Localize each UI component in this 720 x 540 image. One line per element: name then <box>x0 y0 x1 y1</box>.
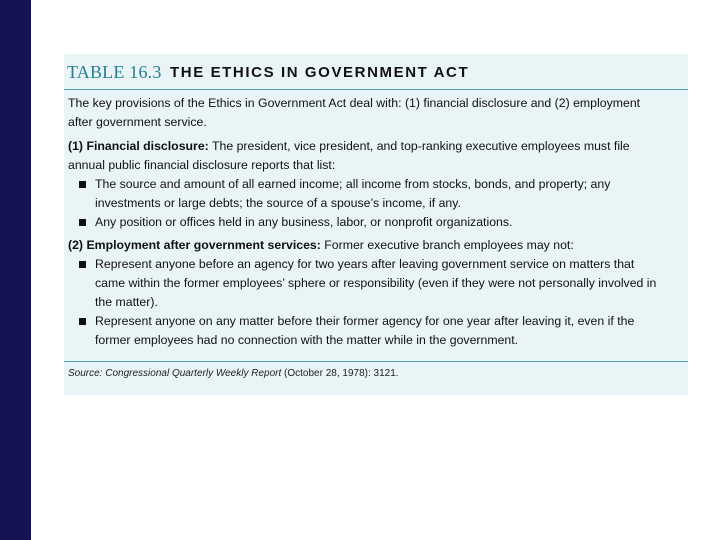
bullet-item <box>68 255 658 312</box>
section-text: Former executive branch employees may not: <box>324 238 574 252</box>
section-text: The president, vice president, and top-ranking executive employees must file annual public financial disclosure reports that list: <box>68 139 630 172</box>
bullet-text: Any position or offices held in any business, labor, or nonprofit organizations. <box>95 215 513 229</box>
table-title: THE ETHICS IN GOVERNMENT ACT <box>170 64 470 81</box>
bullet-item <box>68 312 658 350</box>
square-bullet-icon <box>79 181 86 188</box>
table-title-row <box>64 54 688 90</box>
intro-text: The key provisions of the Ethics in Government Act deal with: (1) financial disclosure and (2) employment after government service. <box>68 96 641 129</box>
source-label: Source: <box>68 368 103 379</box>
bullet-list <box>68 175 658 232</box>
ethics-table <box>64 54 688 395</box>
bullet-item <box>68 213 658 232</box>
left-accent-bar <box>0 0 31 540</box>
bullet-text: Represent anyone on any matter before their former agency for one year after leaving it, even if the former employees had no connection with the matter while in the government. <box>95 314 635 347</box>
bullet-list <box>68 255 658 350</box>
section-heading: (2) Employment after government services: <box>68 238 321 252</box>
square-bullet-icon <box>79 261 86 268</box>
table-number: TABLE 16.3 <box>67 62 162 82</box>
source-citation <box>68 368 399 379</box>
square-bullet-icon <box>79 318 86 325</box>
section-paragraph <box>68 137 658 175</box>
section-paragraph <box>68 236 658 255</box>
bullet-item <box>68 175 658 213</box>
section-heading: (1) Financial disclosure: <box>68 139 209 153</box>
source-publication: Congressional Quarterly Weekly Report <box>105 368 282 379</box>
source-detail: (October 28, 1978): 3121. <box>284 368 399 379</box>
section-financial-disclosure <box>68 137 658 232</box>
table-content <box>68 94 658 354</box>
section-employment <box>68 236 658 350</box>
source-note <box>64 361 688 395</box>
square-bullet-icon <box>79 219 86 226</box>
bullet-text: The source and amount of all earned income; all income from stocks, bonds, and property; any investments or large debts; the source of a spouse’s income, if any. <box>95 177 611 210</box>
bullet-text: Represent anyone before an agency for two years after leaving government service on matters that came within the former employees’ sphere or responsibility (even if they were not personally involved in the matter). <box>95 257 657 309</box>
